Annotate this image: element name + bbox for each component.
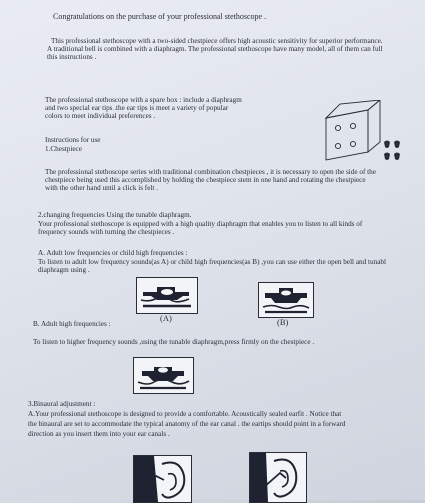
section-3-line-2: the binaural are set to accommodate the typical anatomy of the ear canal . the eartips should point in a forward: [28, 420, 346, 428]
ear-tip-slot: [350, 141, 355, 146]
spare-box-illustration: [318, 100, 408, 170]
figure-ear-right: [249, 452, 307, 503]
section-3-heading: 3.Binaural adjustment :: [28, 400, 96, 408]
ear-icon: [250, 453, 306, 502]
intro-line-2: A traditional bell is combined with a diaphragm. The professional stethoscope have many model, all of them can full: [47, 45, 383, 53]
section-2-line-1: Your professional stethoscope is equipped with a high quality diaphragm that enables you to listen to all kinds of: [38, 220, 363, 228]
chestpiece-diaphragm-icon: [259, 283, 313, 317]
box-top-face: [326, 100, 380, 118]
chestpiece-line-3: with the other hand until a click is felt .: [45, 184, 158, 192]
box-front-face: [326, 110, 368, 160]
chestpiece-line-1: The professional stethoscope series with traditional combination chestpieces , it is necessary to open the side of the: [45, 168, 376, 176]
section-b-line-1: To listen to higher frequency sounds ,using the tunable diaphragm,press firmly on the chestpiece .: [33, 338, 315, 346]
chestpiece-bell-icon: [137, 278, 197, 313]
spare-line-3: colors to meet individual preferences .: [45, 112, 156, 120]
box-side-face: [368, 100, 380, 152]
section-3-line-1: A.Your professional stethoscope is designed to provide a comfortable. Acoustically sealed earfit . Notice that: [28, 410, 342, 418]
section-2-line-2: frequency sounds with turning the chestpieces .: [38, 228, 175, 236]
section-b-heading: B. Adult high frequencies :: [33, 320, 111, 328]
ear-tip-icon: [394, 141, 400, 149]
figure-a-label: (A): [160, 313, 172, 323]
ear-tip-icon: [384, 153, 390, 161]
section-a-line-1: To listen to adult low frequency sounds(as A) or child high frequencies(as B) ,you can use either the open bell and tunabl: [38, 258, 386, 266]
ear-icon: [134, 456, 191, 502]
section-a-heading: A. Adult low frequencies or child high frequencies :: [38, 249, 188, 257]
ear-tip-slot: [335, 143, 340, 148]
spare-line-2: and two special ear tips .the ear tips is meet a variety of popular: [45, 104, 229, 112]
figure-b-label: (B): [277, 317, 289, 327]
figure-b-diaphragm: [258, 282, 314, 318]
ear-tip-slot: [350, 123, 355, 128]
figure-a-open-bell: [136, 277, 198, 314]
intro-line-1: This professional stethoscope with a two-sided chestpiece offers high acoustic sensitivity for superior performance.: [51, 37, 383, 45]
instructions-heading: Instructions for use: [45, 136, 101, 144]
intro-title: Congratulations on the purchase of your professional stethoscope .: [53, 12, 267, 21]
ear-tip-icon: [394, 153, 400, 161]
chestpiece-line-2: chestpiece being used this accomplished by holding the chestpiece stem in one hand and rotating the chestpiece: [45, 176, 366, 184]
chestpiece-press-icon: [134, 358, 193, 393]
spare-line-1: The professional stethoscope with a spare box : include a diaphragm: [45, 96, 242, 104]
intro-line-3: this instructions .: [47, 53, 97, 61]
ear-tip-slot: [335, 125, 340, 130]
figure-ear-left: [133, 455, 192, 503]
section-a-line-2: diaphragm using .: [38, 266, 90, 274]
section-2-heading: 2.changing frequencies Using the tunable diaphragm.: [38, 211, 192, 219]
figure-high-frequency: [133, 357, 194, 394]
ear-tip-icon: [384, 141, 390, 149]
chestpiece-subheading: 1.Chestpiece: [45, 145, 82, 153]
section-3-line-3: direction as you insert them into your ear canals .: [28, 430, 170, 438]
